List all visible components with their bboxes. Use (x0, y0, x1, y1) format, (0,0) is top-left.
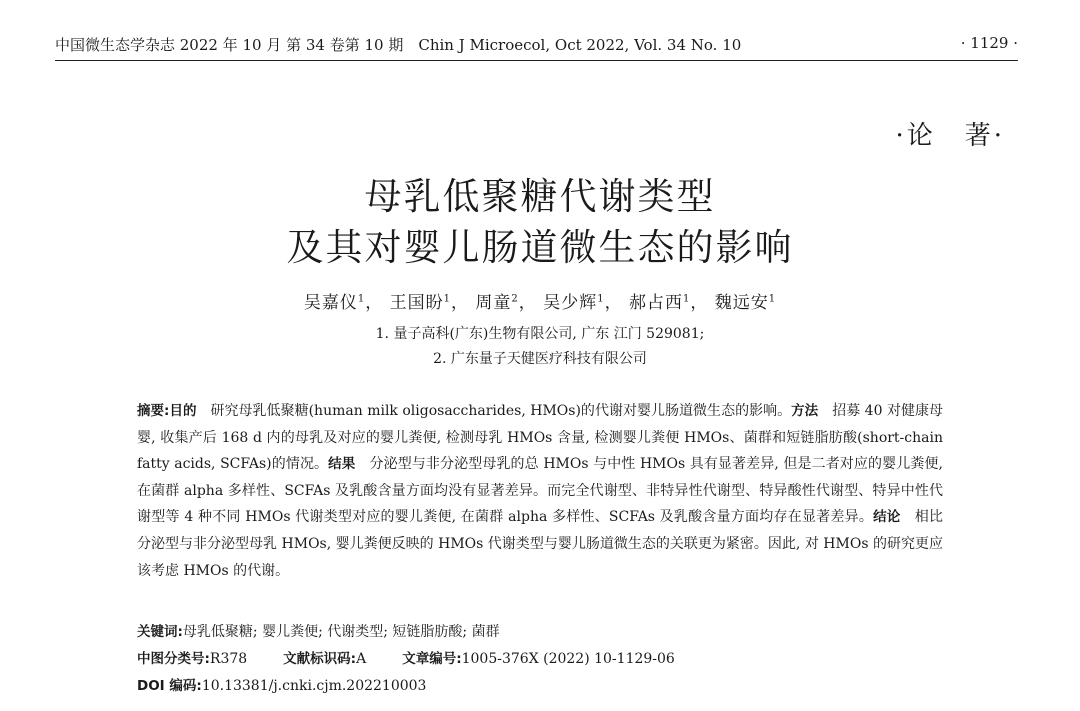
author-separator: ， (690, 293, 709, 313)
author-name: 周童 (475, 293, 512, 313)
article-number-value: 1005-376X (2022) 10-1129-06 (461, 651, 675, 667)
author-affiliation-mark: 1 (682, 293, 691, 305)
document-code-label: 文献标识码: (283, 651, 357, 667)
author-name: 王国盼 (389, 293, 444, 313)
objective-label: 目的 (169, 403, 197, 419)
author-affiliation-mark: 1 (357, 293, 366, 305)
author-list (0, 288, 1080, 313)
keywords-value: 母乳低聚糖; 婴儿粪便; 代谢类型; 短链脂肪酸; 菌群 (182, 624, 500, 640)
methods-text: 招募 40 对健康母婴, 收集产后 168 d 内的母乳及对应的婴儿粪便, 检测母乳 HMOs 含量, 检测婴儿粪便 HMOs、菌群和短链脂肪酸(short-chain fatty acids, SCFAs)的情况。 (137, 403, 944, 473)
doi-line (137, 674, 943, 694)
keywords-label: 关键词: (137, 624, 183, 640)
running-header (55, 30, 1018, 61)
abstract (137, 398, 943, 584)
methods-label: 方法 (791, 403, 819, 419)
author-separator: ， (451, 293, 470, 313)
title-line-2: 及其对婴儿肠道微生态的影响 (286, 226, 794, 269)
page-number: · 1129 · (960, 34, 1018, 52)
affiliation-2: 2. 广东量子天健医疗科技有限公司 (433, 351, 647, 367)
title-line-1: 母乳低聚糖代谢类型 (364, 175, 716, 218)
journal-citation: 中国微生态学杂志 2022 年 10 月 第 34 卷第 10 期 Chin J Microecol, Oct 2022, Vol. 34 No. 10 (55, 36, 742, 54)
author-affiliation-mark: 1 (768, 293, 777, 305)
author-affiliation-mark: 2 (511, 293, 519, 305)
author-name: 吴嘉仪 (303, 293, 358, 313)
author-separator: ， (518, 293, 537, 313)
author-name: 吴少辉 (543, 293, 598, 313)
affiliation-1: 1. 量子高科(广东)生物有限公司, 广东 江门 529081; (375, 326, 705, 342)
clc-label: 中图分类号: (137, 651, 210, 667)
author-name: 魏远安 (714, 293, 769, 313)
objective-text: 研究母乳低聚糖(human milk oligosaccharides, HMOs)的代谢对婴儿肠道微生态的影响。 (210, 403, 792, 419)
document-code-value: A (356, 651, 367, 667)
conclusion-text: 相比分泌型与非分泌型母乳 HMOs, 婴儿粪便反映的 HMOs 代谢类型与婴儿肠道微生态的关联更为紧密。因此, 对 HMOs 的研究更应该考虑 HMOs 的代谢。 (137, 509, 944, 579)
classification-line (137, 647, 943, 667)
section-label: ·论 著· (895, 121, 1005, 151)
results-label: 结果 (328, 456, 356, 473)
author-separator: ， (365, 293, 384, 313)
clc-value: R378 (209, 651, 248, 667)
author-affiliation-mark: 1 (443, 293, 452, 305)
doi-value: 10.13381/j.cnki.cjm.202210003 (201, 678, 427, 694)
doi-label: DOI 编码: (137, 678, 202, 694)
author-separator: ， (604, 293, 623, 313)
author-affiliation-mark: 1 (597, 293, 605, 305)
article-number-label: 文章编号: (402, 651, 462, 667)
author-name: 郝占西 (628, 293, 683, 313)
keywords-line (137, 620, 943, 641)
abstract-label: 摘要: (137, 403, 170, 419)
results-text: 分泌型与非分泌型母乳的总 HMOs 与中性 HMOs 具有显著差异, 但是二者对应的婴儿粪便, 在菌群 alpha 多样性、SCFAs 及乳酸含量方面均没有显著差异。而完全代谢型、非特异性代谢型、特异酸性代谢型、特异中性代谢型等 4 种不同 HMOs 代谢类型对应的婴儿粪便, 在菌群 alpha 多样性、SCFAs 及乳酸含量方面均存在显著差异。 (137, 456, 943, 526)
conclusion-label: 结论 (873, 509, 901, 526)
